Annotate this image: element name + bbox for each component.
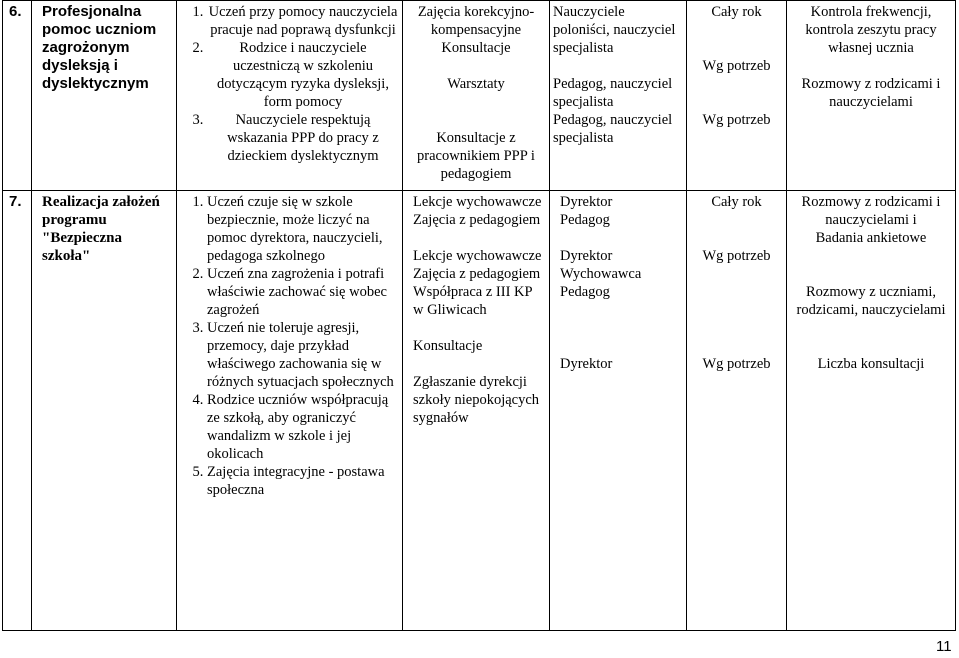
activity-item: Lekcje wychowawcze [413,194,542,210]
evaluation-item: Badania ankietowe [815,230,927,246]
evaluation-cell [787,1,956,191]
activity-item: Zajęcia z pedagogiem [413,266,541,282]
evaluation-cell [787,191,956,631]
timing-item: Wg potrzeb [702,112,771,128]
evaluation-item: Liczba konsultacji [817,356,925,372]
responsible-cell [550,1,687,191]
activity-item: Konsultacje z pracownikiem PPP i pedagogiem [417,130,535,182]
evaluation-item: Rozmowy z uczniami, rodzicami, nauczycielami [796,284,946,318]
responsible-item: Dyrektor [560,356,613,372]
timing-item: Cały rok [711,4,762,20]
responsible-item: Pedagog [560,212,610,228]
goals-cell [177,191,403,631]
activity-item: Zgłaszanie dyrekcji szkoły niepokojących sygnałów [413,374,540,426]
activity-item: Zajęcia z pedagogiem [413,212,541,228]
goal-item: 2. Rodzice i nauczyciele uczestniczą w szkoleniu dotyczącym ryzyka dysleksji, form pomocy [207,39,399,111]
responsible-item: Nauczyciele poloniści, nauczyciel specjalista [553,4,676,56]
timing-item: Cały rok [711,194,762,210]
activity-item: Zajęcia korekcyjno-kompensacyjne [417,4,535,38]
activity-item: Warsztaty [447,76,505,92]
goal-item: 5. Zajęcia integracyjne - postawa społeczna [207,463,399,499]
table-row [3,1,956,191]
timing-item: Wg potrzeb [702,248,771,264]
timing-cell [687,1,787,191]
table-row [3,191,956,631]
timing-cell [687,191,787,631]
goal-item: 1. Uczeń czuje się w szkole bezpiecznie, może liczyć na pomoc dyrektora, nauczycieli, pedagoga szkolnego [207,193,399,265]
responsible-item: Dyrektor [560,194,613,210]
program-table [2,0,956,631]
activity-item: Współpraca z III KP w Gliwicach [413,284,533,318]
responsible-cell [550,191,687,631]
responsible-item: Wychowawca [560,266,642,282]
activity-item: Konsultacje [441,40,511,56]
goal-item: 1. Uczeń przy pomocy nauczyciela pracuje nad poprawą dysfunkcji [207,3,399,39]
activity-item: Lekcje wychowawcze [413,248,542,264]
timing-item: Wg potrzeb [702,356,771,372]
evaluation-item: Rozmowy z rodzicami i nauczycielami i [801,194,941,228]
goal-item: 4. Rodzice uczniów współpracują ze szkołą, aby ograniczyć wandalizm w szkole i jej okolicach [207,391,399,463]
timing-item: Wg potrzeb [702,58,771,74]
responsible-item: Pedagog, nauczyciel specjalista [553,76,673,110]
activity-item: Konsultacje [413,338,483,354]
row-number: 6. [3,1,32,191]
page-number: 11 [936,638,952,655]
activities-cell [403,191,550,631]
activities-cell [403,1,550,191]
row-title: Realizacja założeń programu "Bezpieczna szkoła" [32,191,177,631]
responsible-item: Pedagog, nauczyciel specjalista [553,112,673,146]
goal-item: 3. Nauczyciele respektują wskazania PPP do pracy z dzieckiem dyslektycznym [207,111,399,165]
goal-item: 2. Uczeń zna zagrożenia i potrafi właściwie zachować się wobec zagrożeń [207,265,399,319]
responsible-item: Dyrektor [560,248,613,264]
row-number: 7. [3,191,32,631]
evaluation-item: Rozmowy z rodzicami i nauczycielami [801,76,941,110]
evaluation-item: Kontrola frekwencji, kontrola zeszytu pracy własnej ucznia [805,4,937,56]
responsible-item: Pedagog [560,284,610,300]
goal-item: 3. Uczeń nie toleruje agresji, przemocy, daje przykład właściwego zachowania się w różnych sytuacjach społecznych [207,319,399,391]
goals-cell [177,1,403,191]
row-title: Profesjonalna pomoc uczniom zagrożonym dysleksją i dyslektycznym [32,1,177,191]
